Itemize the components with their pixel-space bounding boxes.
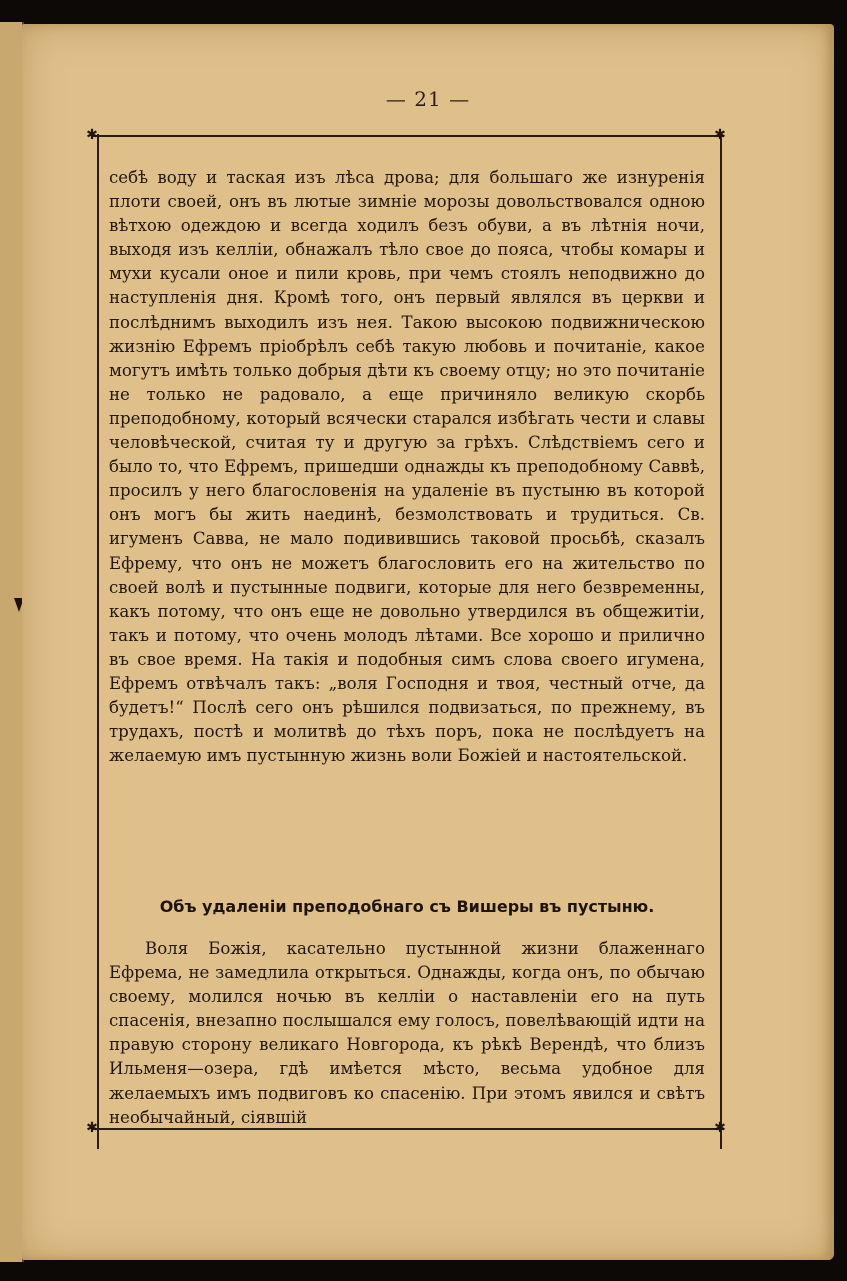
star-ornament-icon: ✱ [86, 127, 98, 143]
book-page [22, 24, 834, 1260]
star-ornament-icon: ✱ [714, 1120, 726, 1136]
star-ornament-icon: ✱ [86, 1120, 98, 1136]
paragraph: себѣ воду и таская изъ лѣса дрова; для большаго же изнуренія плоти своей, онъ въ лютые зимніе морозы довольствовался одною вѣтхою одеждою и всегда ходилъ безъ обуви, а въ лѣтнія ночи, выходя изъ келліи, обнажалъ тѣло свое до пояса, чтобы комары и мухи кусали оное и пили кровь, при чемъ стоялъ неподвижно до наступленія дня. Кромѣ того, онъ первый являлся въ церкви и послѣднимъ выходилъ изъ нея. Такою высокою подвижническою жизнію Ефремъ пріобрѣлъ себѣ такую любовь и почитаніе, какое могутъ имѣть только добрыя дѣти къ своему отцу; но это почитаніе не только не радовало, а еще причиняло великую скорбь преподобному, который всячески старался избѣгать чести и славы человѣческой, считая ту и другую за грѣхъ. Слѣдствіемъ сего и было то, что Ефремъ, пришедши однажды къ преподобному Саввѣ, просилъ у него благословенія на удаленіе въ пустыню въ которой онъ могъ бы жить наединѣ, безмолствовать и трудиться. Св. игуменъ Савва, не мало подивившись таковой просьбѣ, сказалъ Ефрему, что онъ не можетъ благословить его на жительство по своей волѣ и пустынные подвиги, которые для него безвременны, какъ потому, что онъ еще не довольно утвердился въ общежитіи, такъ и потому, что очень молодъ лѣтами. Все хорошо и прилично въ свое время. На такія и подобныя симъ слова своего игумена, Ефремъ отвѣчалъ такъ: „воля Господня и твоя, честный отче, да будетъ!“ Послѣ сего онъ рѣшился подвизаться, по прежнему, въ трудахъ, постѣ и молитвѣ до тѣхъ поръ, пока не послѣдуетъ на желаемую имъ пустынную жизнь воли Божіей и настоятельской. [109, 168, 705, 766]
section-heading: Объ удаленіи преподобнаго съ Вишеры въ пустыню. [159, 897, 655, 916]
second-text-block [109, 937, 705, 1130]
top-rule [92, 135, 723, 137]
page-number: — 21 — [385, 87, 471, 111]
star-ornament-icon: ✱ [714, 127, 726, 143]
paragraph: Воля Божія, касательно пустынной жизни блаженнаго Ефрема, не замедлила открыться. Однажды, когда онъ, по обычаю своему, молился ночью въ келліи о наставленіи его на путь спасенія, внезапно послышался ему голосъ, повелѣвающій идти на правую сторону великаго Новгорода, къ рѣкѣ Верендѣ, что близъ Ильменя—озера, гдѣ имѣется мѣсто, весьма удобное для желаемыхъ имъ подвиговъ ко спасенію. При этомъ явился и свѣтъ необычайный, сіявшій [109, 939, 705, 1127]
main-text-block [109, 166, 705, 768]
adjacent-page-edge [0, 22, 24, 1262]
